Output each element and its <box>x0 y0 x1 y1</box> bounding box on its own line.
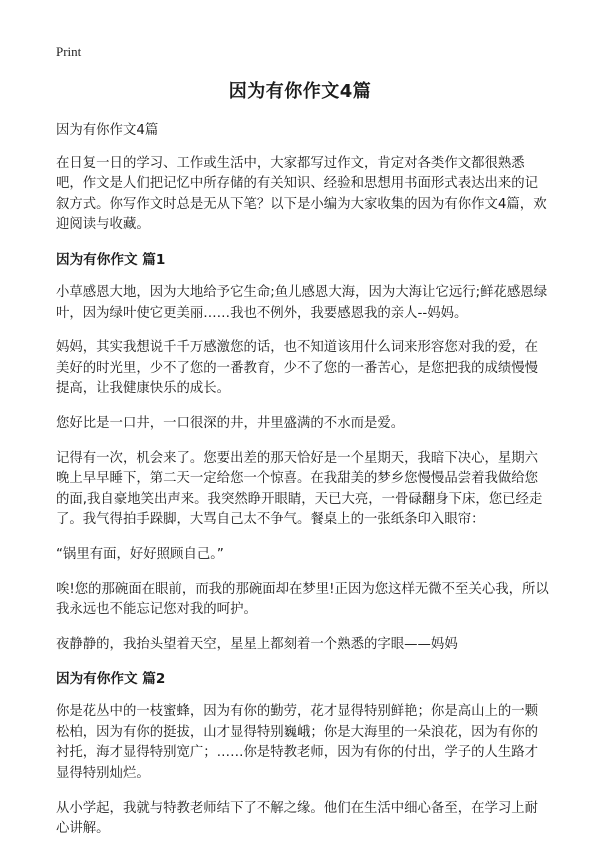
section-heading-1: 因为有你作文 篇1 <box>56 251 166 268</box>
section-1-paragraph: 小草感恩大地，因为大地给予它生命;鱼儿感恩大海，因为大海让它远行;鲜花感恩绿叶，因为绿叶使它更美丽……我也不例外，我要感恩我的亲人--妈妈。 <box>56 284 548 321</box>
section-2-paragraph: 你是花丛中的一枝蜜蜂，因为有你的勤劳，花才显得特别鲜艳；你是高山上的一颗松柏，因为有你的挺拔，山才显得特别巍峨；你是大海里的一朵浪花，因为有你的衬托，海才显得特别宽广；……你是特教老师，因为有你的付出，学子的人生路才显得特别灿烂。 <box>56 704 539 782</box>
print-label: Print <box>56 44 82 59</box>
intro-paragraph: 在日复一日的学习、工作或生活中，大家都写过作文，肯定对各类作文都很熟悉吧，作文是人们把记忆中所存储的有关知识、经验和思想用书面形式表达出来的记叙方式。你写作文时总是无从下笔？以下是小编为大家收集的因为有你作文4篇，欢迎阅读与收藏。 <box>56 155 547 233</box>
section-1-paragraph: 唉!您的那碗面在眼前，而我的那碗面却在梦里!正因为您这样无微不至关心我，所以我永远也不能忘记您对我的呵护。 <box>56 581 549 618</box>
section-1-paragraph: 夜静静的，我抬头望着天空，星星上都刻着一个熟悉的字眼——妈妈 <box>56 636 458 652</box>
subtitle: 因为有你作文4篇 <box>56 123 159 138</box>
section-1-paragraph: 妈妈，其实我想说千千万感激您的话，也不知道该用什么词来形容您对我的爱，在美好的时光里，少不了您的一番教育，少不了您的一番苦心，是您把我的成绩慢慢提高，让我健康快乐的成长。 <box>56 340 539 397</box>
article-body <box>56 121 550 854</box>
section-2-paragraph: 从小学起，我就与特教老师结下了不解之缘。他们在生活中细心备至，在学习上耐心讲解。 <box>56 800 539 837</box>
page-title: 因为有你作文4篇 <box>228 81 372 102</box>
section-heading-2: 因为有你作文 篇2 <box>56 671 166 688</box>
section-1-paragraph: 记得有一次，机会来了。您要出差的那天恰好是一个星期天，我暗下决心，星期六晚上早早睡下，第二天一定给您一个惊喜。在我甜美的梦乡您慢慢品尝着我做给您的面,我自豪地笑出声来。我突然睁开眼睛，天已大亮，一骨碌翻身下床，您已经走了。我气得拍手跺脚，大骂自己太不争气。餐桌上的一张纸条印入眼帘： <box>56 450 543 528</box>
section-1-paragraph: “锅里有面，好好照顾自己。” <box>56 546 224 562</box>
section-1-paragraph: 您好比是一口井，一口很深的井，井里盛满的不水而是爱。 <box>56 415 405 431</box>
